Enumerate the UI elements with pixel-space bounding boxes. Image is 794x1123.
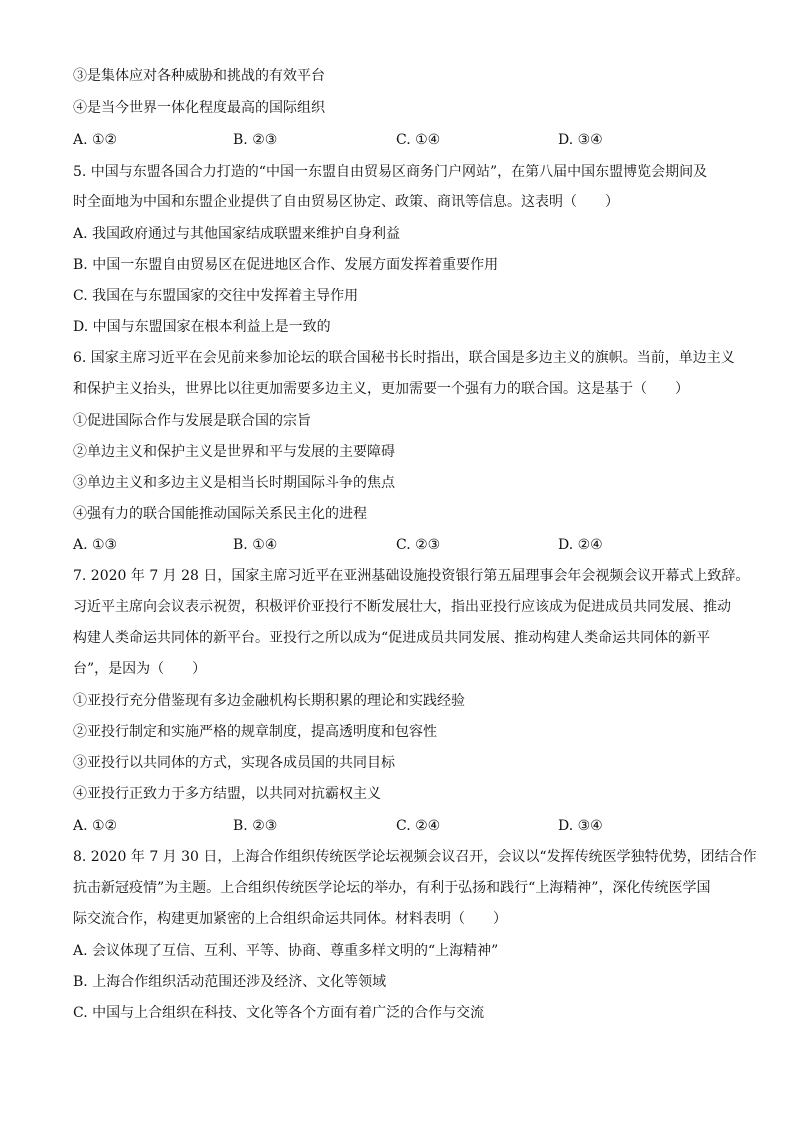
q6-option-b: B. ①④ <box>233 537 278 553</box>
q6-choice-2: ②单边主义和保护主义是世界和平与发展的主要障碍 <box>73 444 395 460</box>
q7-stem-line-1: 7. 2020 年 7 月 28 日，国家主席习近平在亚洲基础设施投资银行第五届理事会年会视频会议开幕式上致辞。 <box>73 568 750 584</box>
q5-stem-line-2: 时全面地为中国和东盟企业提供了自由贸易区协定、政策、商讯等信息。这表明（ ） <box>73 194 619 210</box>
q7-option-c: C. ②④ <box>396 818 441 834</box>
q7-choice-3: ③亚投行以共同体的方式，实现各成员国的共同目标 <box>73 755 395 771</box>
q7-choice-1: ①亚投行充分借鉴现有多边金融机构长期积累的理论和实践经验 <box>73 693 465 709</box>
q4-option-d: D. ③④ <box>558 132 603 148</box>
q8-option-a: A. 会议体现了互信、互利、平等、协商、尊重多样文明的“上海精神” <box>73 943 499 959</box>
q6-stem-line-1: 6. 国家主席习近平在会见前来参加论坛的联合国秘书长时指出，联合国是多边主义的旗帜。当前，单边主义 <box>73 350 735 366</box>
q7-option-d: D. ③④ <box>558 818 603 834</box>
q7-stem-line-4: 台”，是因为（ ） <box>73 661 207 677</box>
q7-choice-4: ④亚投行正致力于多方结盟，以共同对抗霸权主义 <box>73 786 381 802</box>
q7-stem-line-2: 习近平主席向会议表示祝贺，积极评价亚投行不断发展壮大，指出亚投行应该成为促进成员共同发展、推动 <box>73 599 731 615</box>
q8-stem-line-1: 8. 2020 年 7 月 30 日，上海合作组织传统医学论坛视频会议召开，会议以“发挥传统医学独特优势，团结合作 <box>73 849 757 865</box>
q7-stem-line-3: 构建人类命运共同体的新平台。亚投行之所以成为“促进成员共同发展、推动构建人类命运共同体的新平 <box>73 630 711 646</box>
q8-option-b: B. 上海合作组织活动范围还涉及经济、文化等领域 <box>73 974 387 990</box>
q5-option-a: A. 我国政府通过与其他国家结成联盟来维护自身利益 <box>73 226 401 242</box>
q7-option-b: B. ②③ <box>233 818 278 834</box>
q6-choice-1: ①促进国际合作与发展是联合国的宗旨 <box>73 413 311 429</box>
q4-option-a: A. ①② <box>73 132 118 148</box>
q8-stem-line-3: 际交流合作，构建更加紧密的上合组织命运共同体。材料表明（ ） <box>73 911 507 927</box>
q8-option-c: C. 中国与上合组织在科技、文化等各个方面有着广泛的合作与交流 <box>73 1005 485 1021</box>
q6-choice-4: ④强有力的联合国能推动国际关系民主化的进程 <box>73 506 367 522</box>
q5-option-d: D. 中国与东盟国家在根本利益上是一致的 <box>73 319 331 335</box>
q5-option-b: B. 中国一东盟自由贸易区在促进地区合作、发展方面发挥着重要作用 <box>73 257 499 273</box>
q4-option-c: C. ①④ <box>396 132 441 148</box>
q5-option-c: C. 我国在与东盟国家的交往中发挥着主导作用 <box>73 288 359 304</box>
q8-stem-line-2: 抗击新冠疫情”为主题。上合组织传统医学论坛的举办，有利于弘扬和践行“上海精神”，深化传统医学国 <box>73 880 711 896</box>
q6-option-d: D. ②④ <box>558 537 603 553</box>
q4-choice-4: ④是当今世界一体化程度最高的国际组织 <box>73 100 325 116</box>
q6-choice-3: ③单边主义和多边主义是相当长时期国际斗争的焦点 <box>73 475 395 491</box>
q6-option-a: A. ①③ <box>73 537 118 553</box>
q6-stem-line-2: 和保护主义抬头，世界比以往更加需要多边主义，更加需要一个强有力的联合国。这是基于（ ） <box>73 381 689 397</box>
q4-option-b: B. ②③ <box>233 132 278 148</box>
q5-stem-line-1: 5. 中国与东盟各国合力打造的“中国一东盟自由贸易区商务门户网站”，在第八届中国东盟博览会期间及 <box>73 164 708 180</box>
q4-choice-3: ③是集体应对各种威胁和挑战的有效平台 <box>73 68 325 84</box>
q7-choice-2: ②亚投行制定和实施严格的规章制度，提高透明度和包容性 <box>73 724 437 740</box>
q6-option-c: C. ②③ <box>396 537 441 553</box>
q7-option-a: A. ①② <box>73 818 118 834</box>
